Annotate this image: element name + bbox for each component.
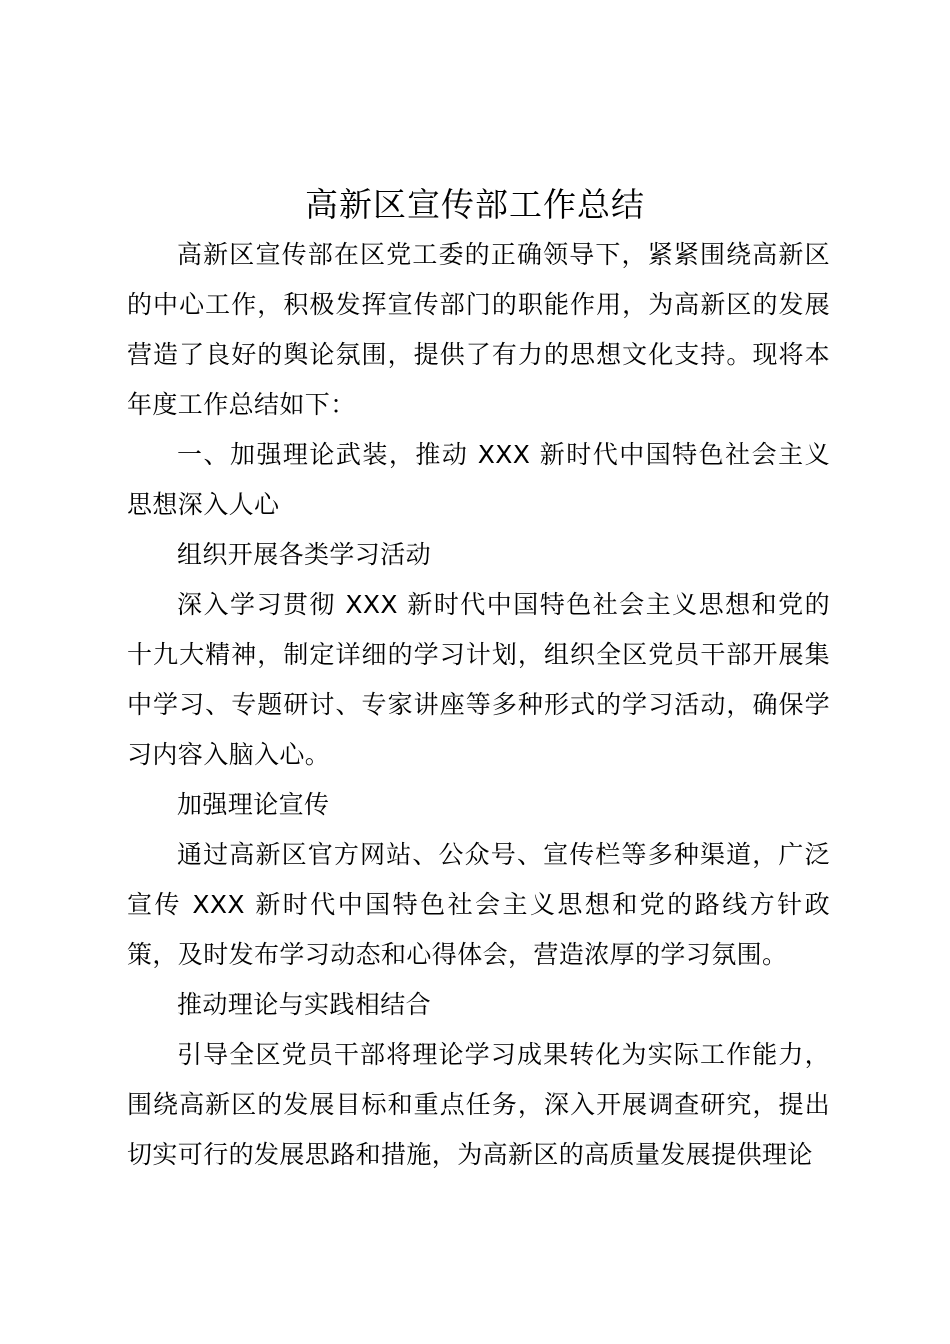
paragraph-theory-practice: 引导全区党员干部将理论学习成果转化为实际工作能力，围绕高新区的发展目标和重点任务，深入开展调查研究，提出切实可行的发展思路和措施，为高新区的高质量发展提供理论 [127, 1040, 830, 1169]
section-heading-1: 一、加强理论武装，推动 XXX 新时代中国特色社会主义思想深入人心 [127, 440, 830, 519]
subheading-theory-promotion: 加强理论宣传 [177, 790, 330, 819]
paragraph-theory-promotion: 通过高新区官方网站、公众号、宣传栏等多种渠道，广泛宣传 XXX 新时代中国特色社会主义思想和党的路线方针政策，及时发布学习动态和心得体会，营造浓厚的学习氛围。 [127, 840, 830, 969]
intro-paragraph: 高新区宣传部在区党工委的正确领导下，紧紧围绕高新区的中心工作，积极发挥宣传部门的职能作用，为高新区的发展营造了良好的舆论氛围，提供了有力的思想文化支持。现将本年度工作总结如下： [127, 240, 830, 419]
paragraph-study-activities: 深入学习贯彻 XXX 新时代中国特色社会主义思想和党的十九大精神，制定详细的学习计划，组织全区党员干部开展集中学习、专题研讨、专家讲座等多种形式的学习活动，确保学习内容入脑入心。 [127, 590, 830, 769]
document-body [127, 230, 830, 1180]
subheading-study-activities: 组织开展各类学习活动 [177, 540, 432, 569]
subheading-theory-practice: 推动理论与实践相结合 [177, 990, 432, 1019]
document-title: 高新区宣传部工作总结 [305, 185, 645, 224]
